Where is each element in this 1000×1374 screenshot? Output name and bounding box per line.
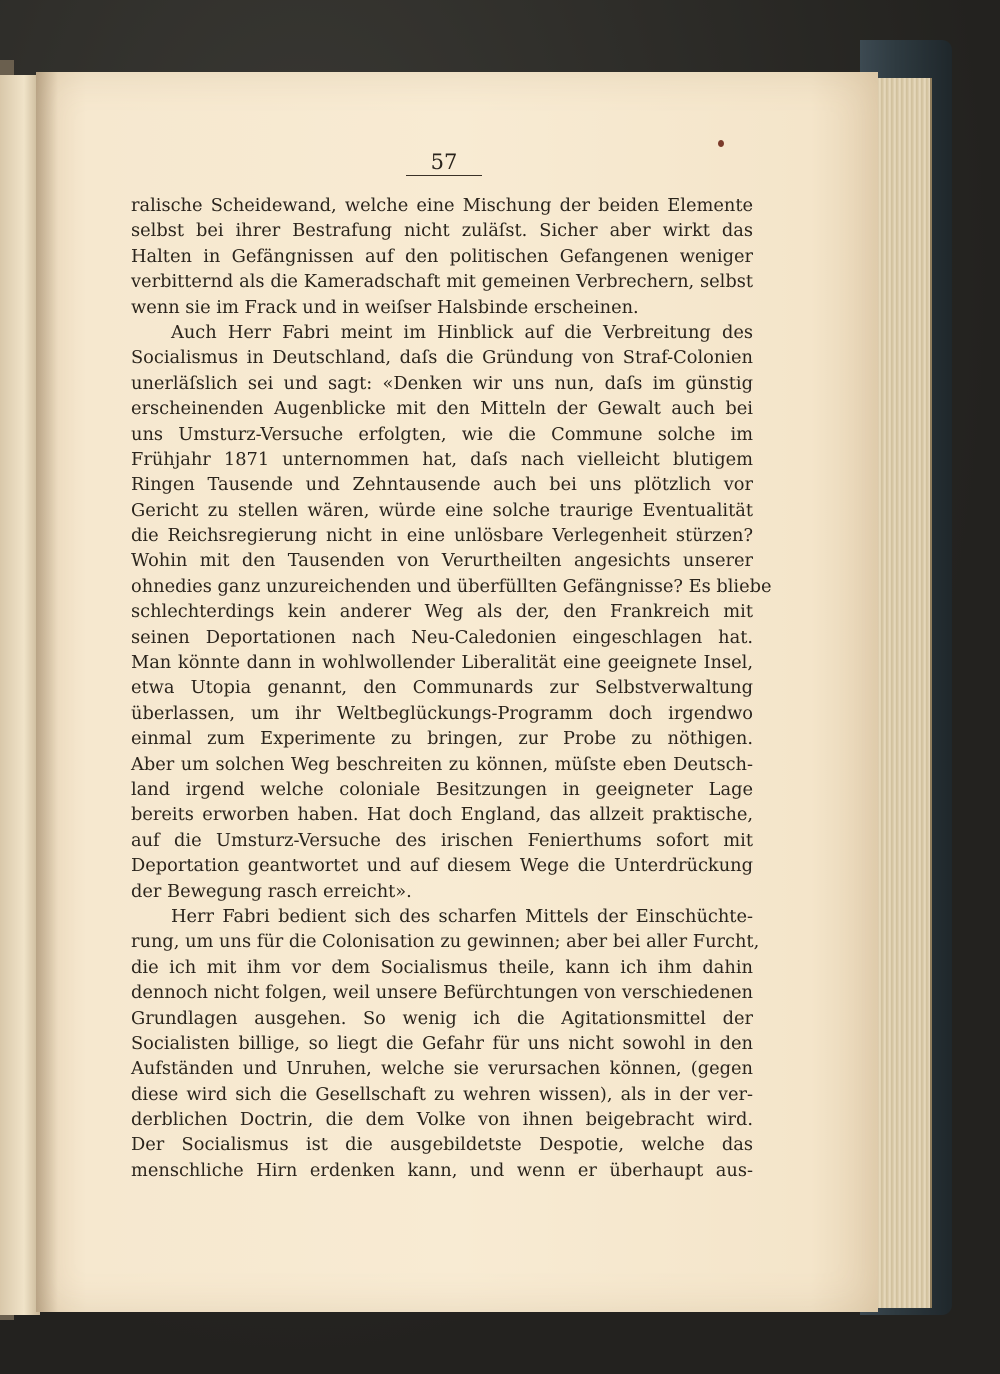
text-line: Der Socialismus ist die ausgebildetste Despotie, welche das bbox=[131, 1134, 753, 1156]
text-line: die Reichsregierung nicht in eine unlösbare Verlegenheit stürzen? bbox=[131, 525, 753, 547]
text-line: seinen Deportationen nach Neu-Caledonien eingeschlagen hat. bbox=[131, 626, 753, 648]
text-line: etwa Utopia genannt, den Communards zur Selbstverwaltung bbox=[131, 677, 753, 699]
text-line: Socialisten billige, so liegt die Gefahr für uns nicht sowohl in den bbox=[131, 1032, 753, 1054]
text-line: überlassen, um ihr Weltbeglückungs-Programm doch irgendwo bbox=[131, 702, 753, 724]
text-line: Gericht zu stellen wären, würde eine solche traurige Eventualität bbox=[131, 499, 753, 521]
text-line: wenn sie im Frack und in weiſser Halsbinde erscheinen. bbox=[131, 296, 639, 318]
text-line: Ringen Tausende und Zehntausende auch bei uns plötzlich vor bbox=[131, 474, 753, 496]
left-page-strip bbox=[0, 75, 40, 1315]
text-line: Halten in Gefängnissen auf den politischen Gefangenen weniger bbox=[131, 245, 753, 267]
text-line: einmal zum Experimente zu bringen, zur Probe zu nöthigen. bbox=[131, 728, 753, 750]
text-line: menschliche Hirn erdenken kann, und wenn er überhaupt aus- bbox=[131, 1159, 753, 1181]
text-line: Deportation geantwortet und auf diesem Wege die Unterdrückung bbox=[131, 855, 753, 877]
paragraph-start-line: Herr Fabri bedient sich des scharfen Mittels der Einschüchte- bbox=[171, 905, 753, 927]
text-line: diese wird sich die Gesellschaft zu wehren wissen), als in der ver- bbox=[131, 1083, 753, 1105]
text-line: Man könnte dann in wohlwollender Liberalität eine geeignete Insel, bbox=[131, 652, 753, 674]
text-line: verbitternd als die Kameradschaft mit gemeinen Verbrechern, selbst bbox=[131, 271, 753, 293]
text-line: derblichen Doctrin, die dem Volke von ihnen beigebracht wird. bbox=[131, 1109, 753, 1131]
text-line: Grundlagen ausgehen. So wenig ich die Agitationsmittel der bbox=[131, 1007, 753, 1029]
text-line: Aber um solchen Weg beschreiten zu können, müſste eben Deutsch- bbox=[131, 753, 753, 775]
text-line: Aufständen und Unruhen, welche sie verursachen können, (gegen bbox=[131, 1058, 753, 1080]
text-line: dennoch nicht folgen, weil unsere Befürchtungen von verschiedenen bbox=[131, 982, 753, 1004]
text-line: Socialismus in Deutschland, daſs die Gründung von Straf-Colonien bbox=[131, 347, 753, 369]
text-line: land irgend welche coloniale Besitzungen in geeigneter Lage bbox=[131, 778, 753, 800]
text-line: die ich mit ihm vor dem Socialismus theile, kann ich ihm dahin bbox=[131, 956, 753, 978]
text-line: bereits erworben haben. Hat doch England, das allzeit praktische, bbox=[131, 804, 753, 826]
gutter-shadow bbox=[36, 72, 58, 1312]
text-line: ralische Scheidewand, welche eine Mischung der beiden Elemente bbox=[131, 195, 753, 216]
text-line: erscheinenden Augenblicke mit den Mitteln der Gewalt auch bei bbox=[131, 398, 753, 420]
body-text bbox=[131, 193, 772, 1183]
text-line: Frühjahr 1871 unternommen hat, daſs nach vielleicht blutigem bbox=[131, 448, 753, 470]
text-line: unerläſslich sei und sagt: «Denken wir uns nun, daſs im günstig bbox=[131, 372, 753, 394]
text-line: selbst bei ihrer Bestrafung nicht zuläſst. Sicher aber wirkt das bbox=[131, 220, 753, 242]
text-line: rung, um uns für die Colonisation zu gewinnen; aber bei aller Furcht, bbox=[131, 931, 760, 953]
text-line: uns Umsturz-Versuche erfolgten, wie die Commune solche im bbox=[131, 423, 753, 445]
paragraph-start-line: Auch Herr Fabri meint im Hinblick auf die Verbreitung des bbox=[171, 321, 753, 343]
text-line: Wohin mit den Tausenden von Verurtheilten angesichts unserer bbox=[131, 550, 753, 572]
page-number: 57 bbox=[406, 150, 482, 176]
ink-spot bbox=[718, 140, 724, 147]
text-line: der Bewegung rasch erreicht». bbox=[131, 880, 412, 902]
text-line: ohnedies ganz unzureichenden und überfüllten Gefängnisse? Es bliebe bbox=[131, 575, 772, 597]
text-line: auf die Umsturz-Versuche des irischen Fenierthums sofort mit bbox=[131, 829, 753, 851]
text-line: schlechterdings kein anderer Weg als der, den Frankreich mit bbox=[131, 601, 753, 623]
